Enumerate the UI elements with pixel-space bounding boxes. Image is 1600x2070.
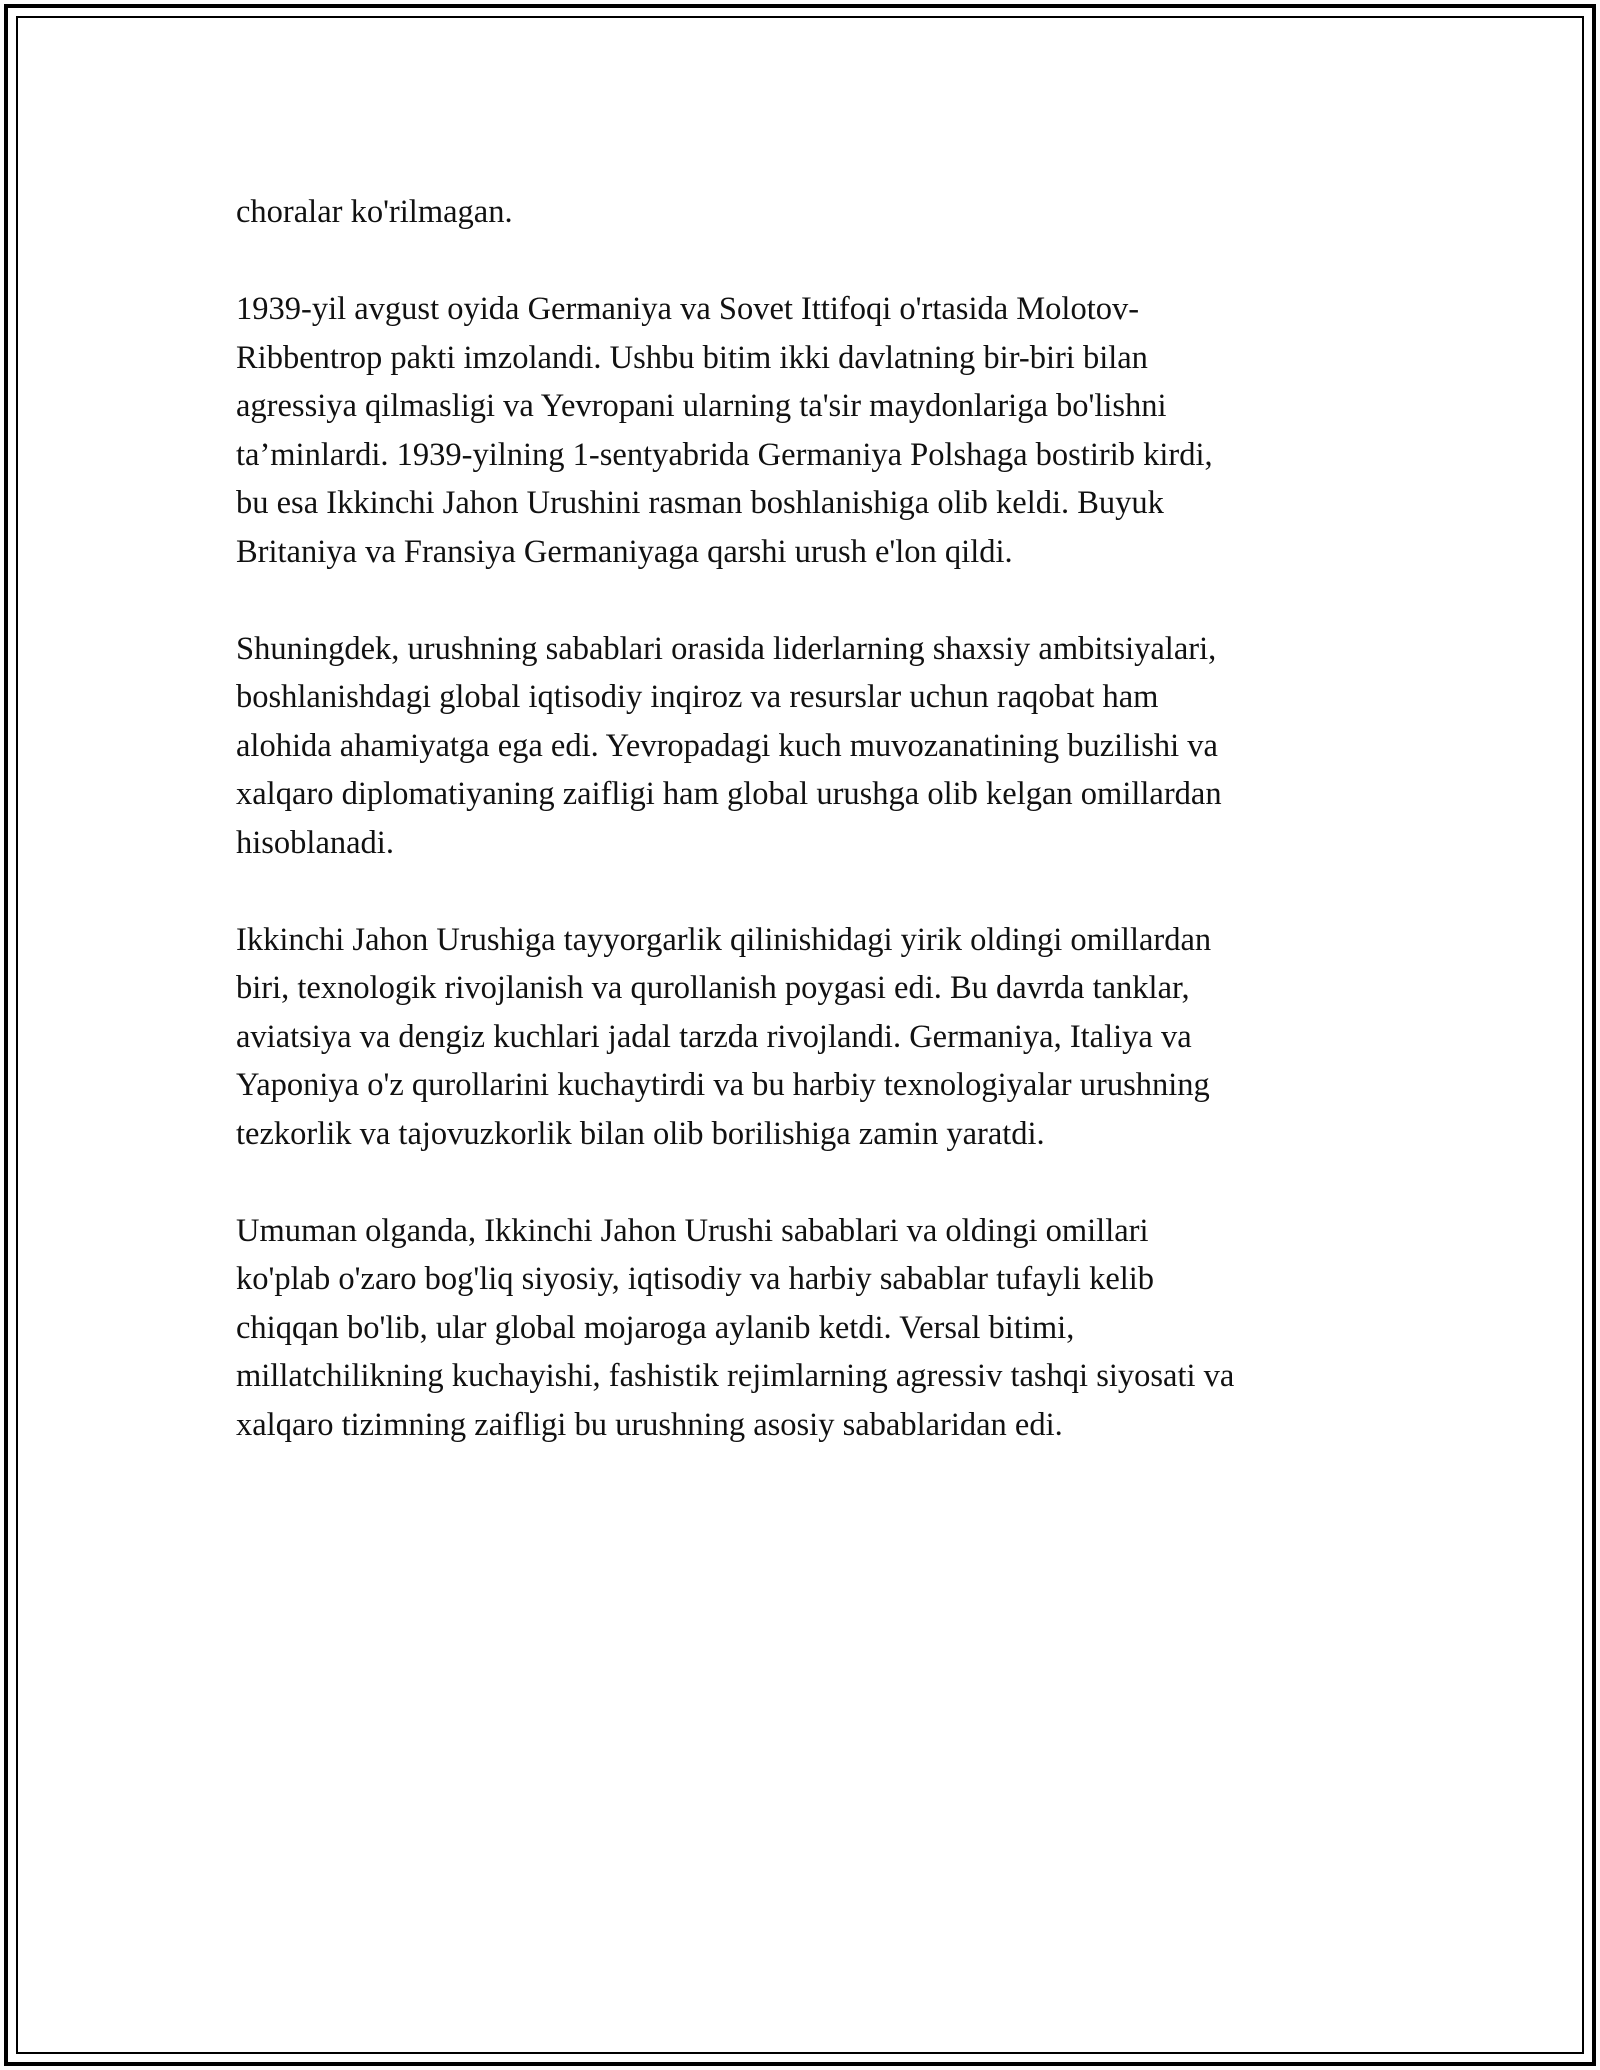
paragraph-2: 1939-yil avgust oyida Germaniya va Sovet Ittifoqi o'rtasida Molotov- Ribbentrop pakti imzolandi. Ushbu bitim ikki davlatning bir-biri bilan agressiya qilmasligi va Yevropani ularning ta'sir maydonlariga bo'lishni ta’minlardi. 1939-yilning 1-sentyabrida Germaniya Polshaga bostirib kirdi, bu esa Ikkinchi Jahon Urushini rasman boshlanishiga olib keldi. Buyuk Britaniya va Fransiya Germaniyaga qarshi urush e'lon qildi. <box>236 291 1213 570</box>
paragraph-4: Ikkinchi Jahon Urushiga tayyorgarlik qilinishidagi yirik oldingi omillardan biri, texnologik rivojlanish va qurollanish poygasi edi. Bu davrda tanklar, aviatsiya va dengiz kuchlari jadal tarzda rivojlandi. Germaniya, Italiya va Yaponiya o'z qurollarini kuchaytirdi va bu harbiy texnologiyalar urushning tezkorlik va tajovuzkorlik bilan olib borilishiga zamin yaratdi. <box>236 921 1212 1152</box>
document-body <box>236 188 1386 1498</box>
paragraph-3: Shuningdek, urushning sabablari orasida liderlarning shaxsiy ambitsiyalari, boshlanishdagi global iqtisodiy inqiroz va resurslar uchun raqobat ham alohida ahamiyatga ega edi. Yevropadagi kuch muvozanatining buzilishi va xalqaro diplomatiyaning zaifligi ham global urushga olib kelgan omillardan hisoblanadi. <box>236 630 1222 861</box>
paragraph-5: Umuman olganda, Ikkinchi Jahon Urushi sabablari va oldingi omillari ko'plab o'zaro bog'liq siyosiy, iqtisodiy va harbiy sabablar tufayli kelib chiqqan bo'lib, ular global mojaroga aylanib ketdi. Versal bitimi, millatchilikning kuchayishi, fashistik rejimlarning agressiv tashqi siyosati va xalqaro tizimning zaifligi bu urushning asosiy sabablaridan edi. <box>236 1212 1235 1443</box>
paragraph-1: choralar ko'rilmagan. <box>236 194 513 230</box>
